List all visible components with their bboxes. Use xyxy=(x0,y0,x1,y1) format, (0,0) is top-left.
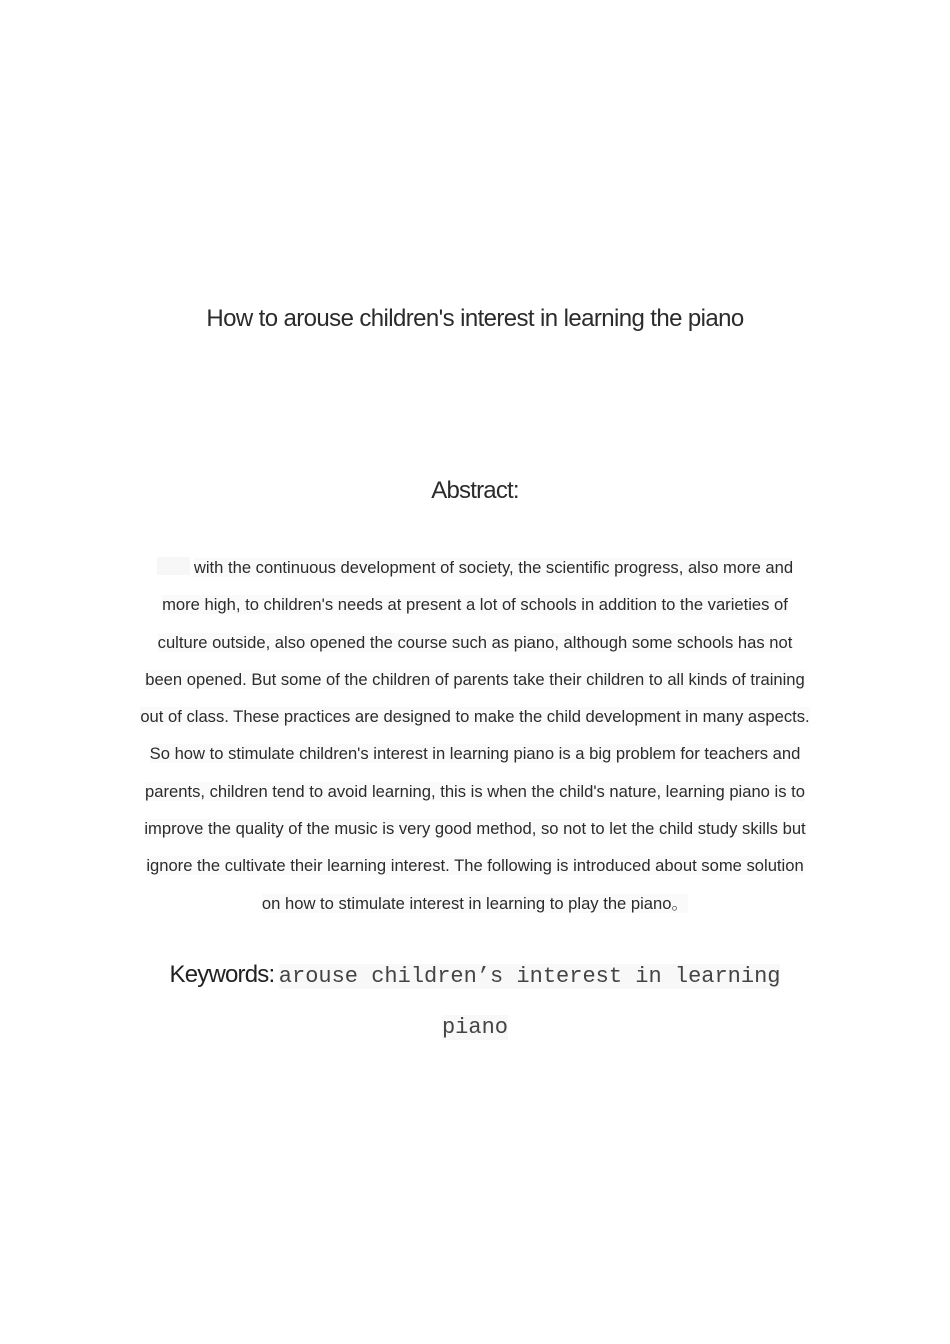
keywords-label: Keywords: xyxy=(169,961,275,988)
paragraph-indent xyxy=(157,557,190,575)
abstract-paragraph xyxy=(140,549,810,922)
document-title: How to arouse children's interest in learning the piano xyxy=(206,305,744,332)
abstract-text: with the continuous development of society, the scientific progress, also more and more high, to children's needs at present a lot of schools in addition to the varieties of culture outside, also opened the course such as piano, although some schools has not been opened. But some of the children of parents take their children to all kinds of training out of class. These practices are designed to make the child development in many aspects. So how to stimulate children's interest in learning piano is a big problem for teachers and parents, children tend to avoid learning, this is when the child's nature, learning piano is to improve the quality of the music is very good method, so not to let the child study skills but ignore the cultivate their learning interest. The following is introduced about some solution on how to stimulate interest in learning to play the piano。 xyxy=(140,558,810,913)
abstract-heading: Abstract: xyxy=(431,477,519,504)
keywords-text: arouse children’s interest in learning piano xyxy=(278,964,781,1040)
keywords-line xyxy=(140,950,810,1054)
